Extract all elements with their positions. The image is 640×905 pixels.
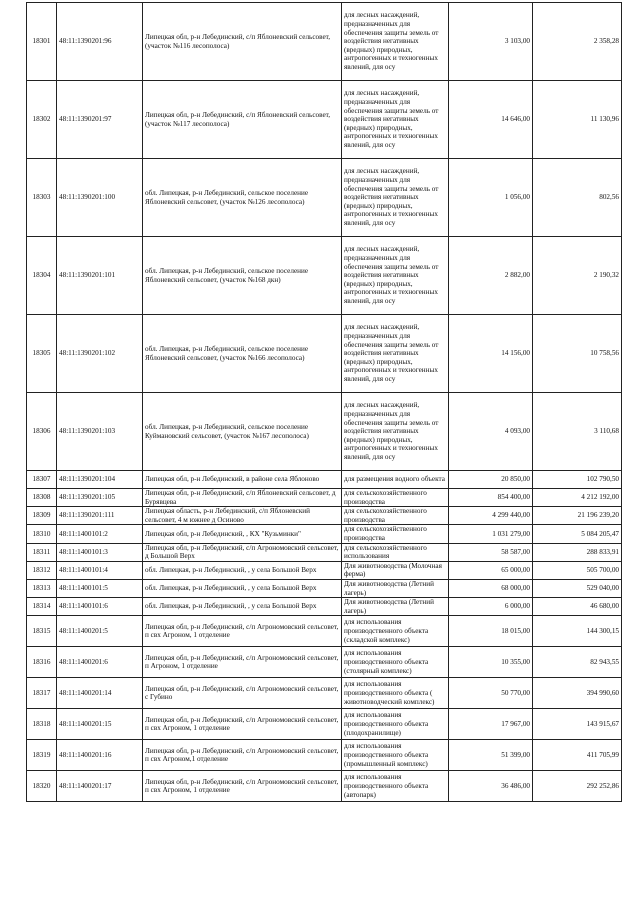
row-number: 18305 [27, 315, 57, 393]
table-row [27, 315, 622, 393]
row-number: 18318 [27, 709, 57, 740]
cadastral-number: 48:11:1400101:5 [57, 579, 143, 597]
cadastral-number: 48:11:1400101:2 [57, 525, 143, 543]
cadastral-number: 48:11:1400101:4 [57, 561, 143, 579]
row-number: 18309 [27, 507, 57, 525]
area-value: 4 093,00 [449, 393, 533, 471]
row-number: 18304 [27, 237, 57, 315]
table-row [27, 771, 622, 802]
address: Липецкая обл, р-н Лебединский, с/п Агрономовский сельсовет, п свх Агроном, 1 отделение [143, 771, 342, 802]
area-value: 10 355,00 [449, 647, 533, 678]
area-value: 14 156,00 [449, 315, 533, 393]
area-value: 854 400,00 [449, 489, 533, 507]
area-value: 58 587,00 [449, 543, 533, 561]
address: Липецкая обл, р-н Лебединский, с/п Яблоневский сельсовет, (участок №116 лесополоса) [143, 3, 342, 81]
table-row [27, 237, 622, 315]
table-row [27, 561, 622, 579]
table-row [27, 740, 622, 771]
table-row [27, 3, 622, 81]
row-number: 18310 [27, 525, 57, 543]
cadastral-value: 505 700,00 [533, 561, 622, 579]
cadastral-number: 48:11:1390201:102 [57, 315, 143, 393]
cadastral-number: 48:11:1390201:100 [57, 159, 143, 237]
cadastral-value: 292 252,86 [533, 771, 622, 802]
address: обл. Липецкая, р-н Лебединский, сельское поселение Яблоневский сельсовет, (участок №126 лесополоса) [143, 159, 342, 237]
address: Липецкая обл, р-н Лебединский, с/п Агрономовский сельсовет, д Большой Верх [143, 543, 342, 561]
land-purpose: для использования производственного объекта (столярный комплекс) [342, 647, 449, 678]
table-row [27, 81, 622, 159]
land-purpose: для лесных насаждений, предназначенных для обеспечения защиты земель от воздействия негативных (вредных) природных, антропогенных и техногенных явлений, для осу [342, 315, 449, 393]
cadastral-number: 48:11:1390201:97 [57, 81, 143, 159]
table-row [27, 579, 622, 597]
address: Липецкая обл, р-н Лебединский, , КХ "Кузьминки" [143, 525, 342, 543]
row-number: 18301 [27, 3, 57, 81]
address: Липецкая обл, р-н Лебединский, с/п Агрономовский сельсовет, п Агроном, 1 отделение [143, 647, 342, 678]
cadastral-number: 48:11:1390201:101 [57, 237, 143, 315]
row-number: 18315 [27, 616, 57, 647]
area-value: 3 103,00 [449, 3, 533, 81]
address: обл. Липецкая, р-н Лебединский, , у села Большой Верх [143, 598, 342, 616]
address: Липецкая обл, р-н Лебединский, с/п Агрономовский сельсовет, п свх Агроном, 1 отделение [143, 709, 342, 740]
cadastral-value: 394 990,60 [533, 678, 622, 709]
cadastral-value: 82 943,55 [533, 647, 622, 678]
land-purpose: для сельскохозяйственного производства [342, 525, 449, 543]
land-purpose: для сельскохозяйственного производства [342, 507, 449, 525]
cadastral-value: 11 130,96 [533, 81, 622, 159]
cadastral-value: 144 300,15 [533, 616, 622, 647]
address: обл. Липецкая, р-н Лебединский, сельское поселение Яблоневский сельсовет, (участок №168 дкн) [143, 237, 342, 315]
area-value: 1 056,00 [449, 159, 533, 237]
table-row [27, 709, 622, 740]
area-value: 1 031 279,00 [449, 525, 533, 543]
area-value: 17 967,00 [449, 709, 533, 740]
table-row [27, 598, 622, 616]
row-number: 18307 [27, 471, 57, 489]
land-purpose: для использования производственного объекта ( животноводческий комплекс) [342, 678, 449, 709]
address: Липецкая обл, р-н Лебединский, с/п Агрономовский сельсовет, с Губино [143, 678, 342, 709]
land-purpose: для размещения водного объекта [342, 471, 449, 489]
table-row [27, 525, 622, 543]
cadastral-number: 48:11:1400201:15 [57, 709, 143, 740]
land-purpose: Для животноводства (Летний лагерь) [342, 579, 449, 597]
area-value: 20 850,00 [449, 471, 533, 489]
land-purpose: для сельскохозяйственного производства [342, 489, 449, 507]
area-value: 14 646,00 [449, 81, 533, 159]
land-purpose: Для животноводства (Молочная ферма) [342, 561, 449, 579]
land-purpose: для сельскохозяйственного использования [342, 543, 449, 561]
cadastral-value: 802,56 [533, 159, 622, 237]
cadastral-value: 411 705,99 [533, 740, 622, 771]
land-purpose: для лесных насаждений, предназначенных для обеспечения защиты земель от воздействия негативных (вредных) природных, антропогенных и техногенных явлений, для осу [342, 237, 449, 315]
cadastral-value: 3 110,68 [533, 393, 622, 471]
table-row [27, 678, 622, 709]
cadastral-value: 288 833,91 [533, 543, 622, 561]
cadastral-value: 2 190,32 [533, 237, 622, 315]
cadastral-value: 4 212 192,00 [533, 489, 622, 507]
table-row [27, 159, 622, 237]
area-value: 18 015,00 [449, 616, 533, 647]
row-number: 18316 [27, 647, 57, 678]
area-value: 2 882,00 [449, 237, 533, 315]
land-purpose: для использования производственного объекта (складской комплекс) [342, 616, 449, 647]
land-purpose: для использования производственного объекта (автопарк) [342, 771, 449, 802]
area-value: 50 770,00 [449, 678, 533, 709]
cadastral-number: 48:11:1400201:6 [57, 647, 143, 678]
cadastral-value: 102 790,50 [533, 471, 622, 489]
land-registry-table [26, 2, 622, 802]
address: Липецкая обл, р-н Лебединский, с/п Агрономовский сельсовет, п свх Агроном,1 отделение [143, 740, 342, 771]
row-number: 18302 [27, 81, 57, 159]
row-number: 18313 [27, 579, 57, 597]
row-number: 18312 [27, 561, 57, 579]
land-purpose: для использования производственного объекта (промышленный комплекс) [342, 740, 449, 771]
row-number: 18319 [27, 740, 57, 771]
area-value: 36 486,00 [449, 771, 533, 802]
address: Липецкая область, р-н Лебединский, с/п Яблоневский сельсовет, 4 м южнее д Осиново [143, 507, 342, 525]
address: Липецкая обл, р-н Лебединский, с/п Яблоневский сельсовет, д Бурявцева [143, 489, 342, 507]
land-purpose: для лесных насаждений, предназначенных для обеспечения защиты земель от воздействия негативных (вредных) природных, антропогенных и техногенных явлений, для осу [342, 3, 449, 81]
cadastral-number: 48:11:1390201:105 [57, 489, 143, 507]
table-body [27, 3, 622, 802]
address: обл. Липецкая, р-н Лебединский, сельское поселение Яблоневский сельсовет, (участок №166 лесополоса) [143, 315, 342, 393]
cadastral-number: 48:11:1390201:104 [57, 471, 143, 489]
cadastral-number: 48:11:1390201:103 [57, 393, 143, 471]
address: Липецкая обл, р-н Лебединский, с/п Яблоневский сельсовет, (участок №117 лесополоса) [143, 81, 342, 159]
area-value: 68 000,00 [449, 579, 533, 597]
table-row [27, 616, 622, 647]
cadastral-number: 48:11:1400201:5 [57, 616, 143, 647]
address: Липецкая обл, р-н Лебединский, в районе села Яблоново [143, 471, 342, 489]
area-value: 51 399,00 [449, 740, 533, 771]
row-number: 18306 [27, 393, 57, 471]
land-purpose: для лесных насаждений, предназначенных для обеспечения защиты земель от воздействия негативных (вредных) природных, антропогенных и техногенных явлений, для осу [342, 159, 449, 237]
table-row [27, 393, 622, 471]
address: обл. Липецкая, р-н Лебединский, , у села Большой Верх [143, 579, 342, 597]
table-row [27, 471, 622, 489]
row-number: 18311 [27, 543, 57, 561]
row-number: 18320 [27, 771, 57, 802]
address: обл. Липецкая, р-н Лебединский, , у села Большой Верх [143, 561, 342, 579]
cadastral-number: 48:11:1390201:96 [57, 3, 143, 81]
table-row [27, 507, 622, 525]
cadastral-value: 5 084 205,47 [533, 525, 622, 543]
address: Липецкая обл, р-н Лебединский, с/п Агрономовский сельсовет, п свх Агроном, 1 отделение [143, 616, 342, 647]
cadastral-number: 48:11:1400101:6 [57, 598, 143, 616]
table-row [27, 647, 622, 678]
cadastral-value: 2 358,28 [533, 3, 622, 81]
cadastral-value: 10 758,56 [533, 315, 622, 393]
land-purpose: для лесных насаждений, предназначенных для обеспечения защиты земель от воздействия негативных (вредных) природных, антропогенных и техногенных явлений, для осу [342, 81, 449, 159]
cadastral-value: 143 915,67 [533, 709, 622, 740]
table-row [27, 489, 622, 507]
row-number: 18308 [27, 489, 57, 507]
address: обл. Липецкая, р-н Лебединский, сельское поселение Куймановский сельсовет, (участок №167 лесополоса) [143, 393, 342, 471]
cadastral-value: 46 680,00 [533, 598, 622, 616]
area-value: 4 299 440,00 [449, 507, 533, 525]
cadastral-number: 48:11:1400201:14 [57, 678, 143, 709]
land-purpose: для использования производственного объекта (плодохранилище) [342, 709, 449, 740]
cadastral-value: 529 040,00 [533, 579, 622, 597]
cadastral-number: 48:11:1400201:16 [57, 740, 143, 771]
cadastral-number: 48:11:1400101:3 [57, 543, 143, 561]
land-purpose: Для животноводства (Летний лагерь) [342, 598, 449, 616]
cadastral-number: 48:11:1390201:111 [57, 507, 143, 525]
row-number: 18314 [27, 598, 57, 616]
cadastral-number: 48:11:1400201:17 [57, 771, 143, 802]
cadastral-value: 21 196 239,20 [533, 507, 622, 525]
row-number: 18303 [27, 159, 57, 237]
table-row [27, 543, 622, 561]
row-number: 18317 [27, 678, 57, 709]
area-value: 6 000,00 [449, 598, 533, 616]
area-value: 65 000,00 [449, 561, 533, 579]
land-purpose: для лесных насаждений, предназначенных для обеспечения защиты земель от воздействия негативных (вредных) природных, антропогенных и техногенных явлений, для осу [342, 393, 449, 471]
